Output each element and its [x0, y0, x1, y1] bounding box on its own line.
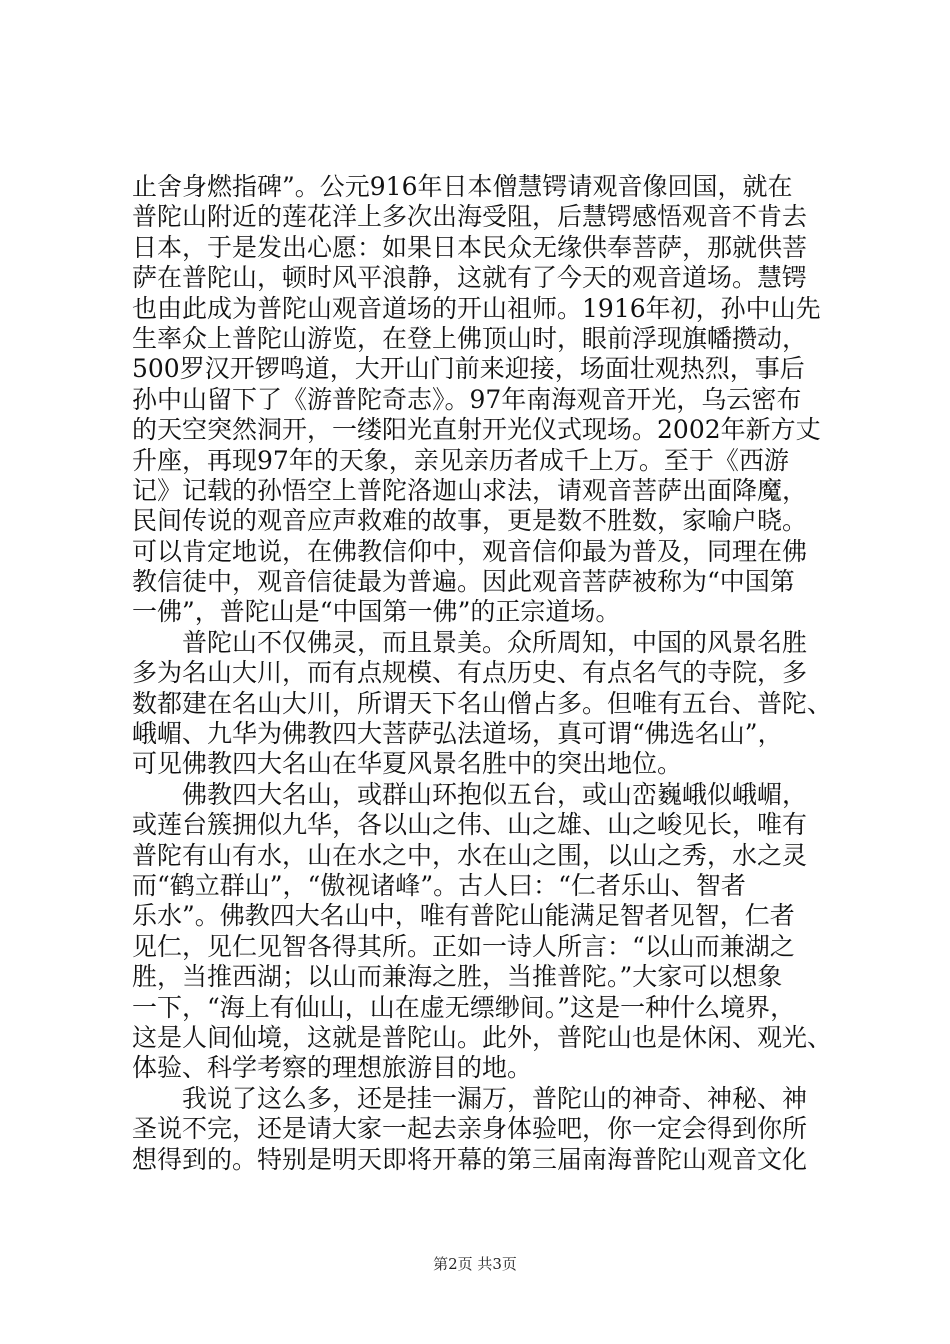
text-line: 想得到的。特别是明天即将开幕的第三届南海普陀山观音文化	[132, 1144, 808, 1174]
text-line: 普陀山不仅佛灵，而且景美。众所周知，中国的风景名胜	[132, 627, 808, 657]
text-line: 孙中山留下了《游普陀奇志》。97年南海观音开光，乌云密布	[132, 384, 802, 414]
text-line: 这是人间仙境，这就是普陀山。此外，普陀山也是休闲、观光、	[132, 1022, 833, 1052]
text-line: 可见佛教四大名山在华夏风景名胜中的突出地位。	[132, 749, 683, 779]
text-line: 乐水”。佛教四大名山中，唯有普陀山能满足智者见智，仁者	[132, 901, 795, 931]
text-line: 普陀山附近的莲花洋上多次出海受阻，后慧锷感悟观音不肯去	[132, 202, 808, 232]
text-line: 胜，当推西湖；以山而兼海之胜，当推普陀。”大家可以想象	[132, 962, 783, 992]
text-line: 教信徒中，观音信徒最为普遍。因此观音菩萨被称为“中国第	[132, 567, 795, 597]
text-line: 而“鹤立群山”，“傲视诸峰”。古人曰：“仁者乐山、智者	[132, 870, 746, 900]
text-line: 数都建在名山大川，所谓天下名山僧占多。但唯有五台、普陀、	[132, 688, 833, 718]
text-line: 可以肯定地说，在佛教信仰中，观音信仰最为普及，同理在佛	[132, 536, 808, 566]
text-line: 我说了这么多，还是挂一漏万，普陀山的神奇、神秘、神	[132, 1083, 808, 1113]
text-line: 的天空突然洞开，一缕阳光直射开光仪式现场。2002年新方丈	[132, 415, 821, 445]
text-line: 多为名山大川，而有点规模、有点历史、有点名气的寺院，多	[132, 658, 808, 688]
text-line: 一下，“海上有仙山，山在虚无缥缈间。”这是一种什么境界，	[132, 992, 796, 1022]
text-line: 圣说不完，还是请大家一起去亲身体验吧，你一定会得到你所	[132, 1114, 808, 1144]
text-line: 峨嵋、九华为佛教四大菩萨弘法道场，真可谓“佛选名山”，	[132, 719, 783, 749]
text-line: 日本，于是发出心愿：如果日本民众无缘供奉菩萨，那就供菩	[132, 232, 808, 262]
text-line: 普陀有山有水，山在水之中，水在山之围，以山之秀，水之灵	[132, 840, 808, 870]
text-line: 萨在普陀山，顿时风平浪静，这就有了今天的观音道场。慧锷	[132, 263, 808, 293]
text-line: 佛教四大名山，或群山环抱似五台，或山峦巍峨似峨嵋，	[132, 779, 808, 809]
text-line: 也由此成为普陀山观音道场的开山祖师。1916年初，孙中山先	[132, 293, 821, 323]
page-number-footer: 第2页 共3页	[433, 1255, 517, 1273]
text-line: 记》记载的孙悟空上普陀洛迦山求法，请观音菩萨出面降魔，	[132, 475, 808, 505]
text-line: 民间传说的观音应声救难的故事，更是数不胜数，家喻户晓。	[132, 506, 808, 536]
text-line: 升座，再现97年的天象，亲见亲历者成千上万。至于《西游	[132, 445, 789, 475]
text-line: 体验、科学考察的理想旅游目的地。	[132, 1053, 533, 1083]
text-line: 止舍身燃指碑”。公元916年日本僧慧锷请观音像回国，就在	[132, 172, 793, 201]
body-text	[132, 172, 852, 1175]
text-line: 500罗汉开锣鸣道，大开山门前来迎接，场面壮观热烈，事后	[132, 354, 805, 384]
text-line: 一佛”，普陀山是“中国第一佛”的正宗道场。	[132, 597, 621, 627]
text-line: 或莲台簇拥似九华，各以山之伟、山之雄、山之峻见长，唯有	[132, 810, 808, 840]
text-line: 见仁，见仁见智各得其所。正如一诗人所言：“以山而兼湖之	[132, 931, 795, 961]
text-line: 生率众上普陀山游览，在登上佛顶山时，眼前浮现旗幡攒动，	[132, 323, 808, 353]
